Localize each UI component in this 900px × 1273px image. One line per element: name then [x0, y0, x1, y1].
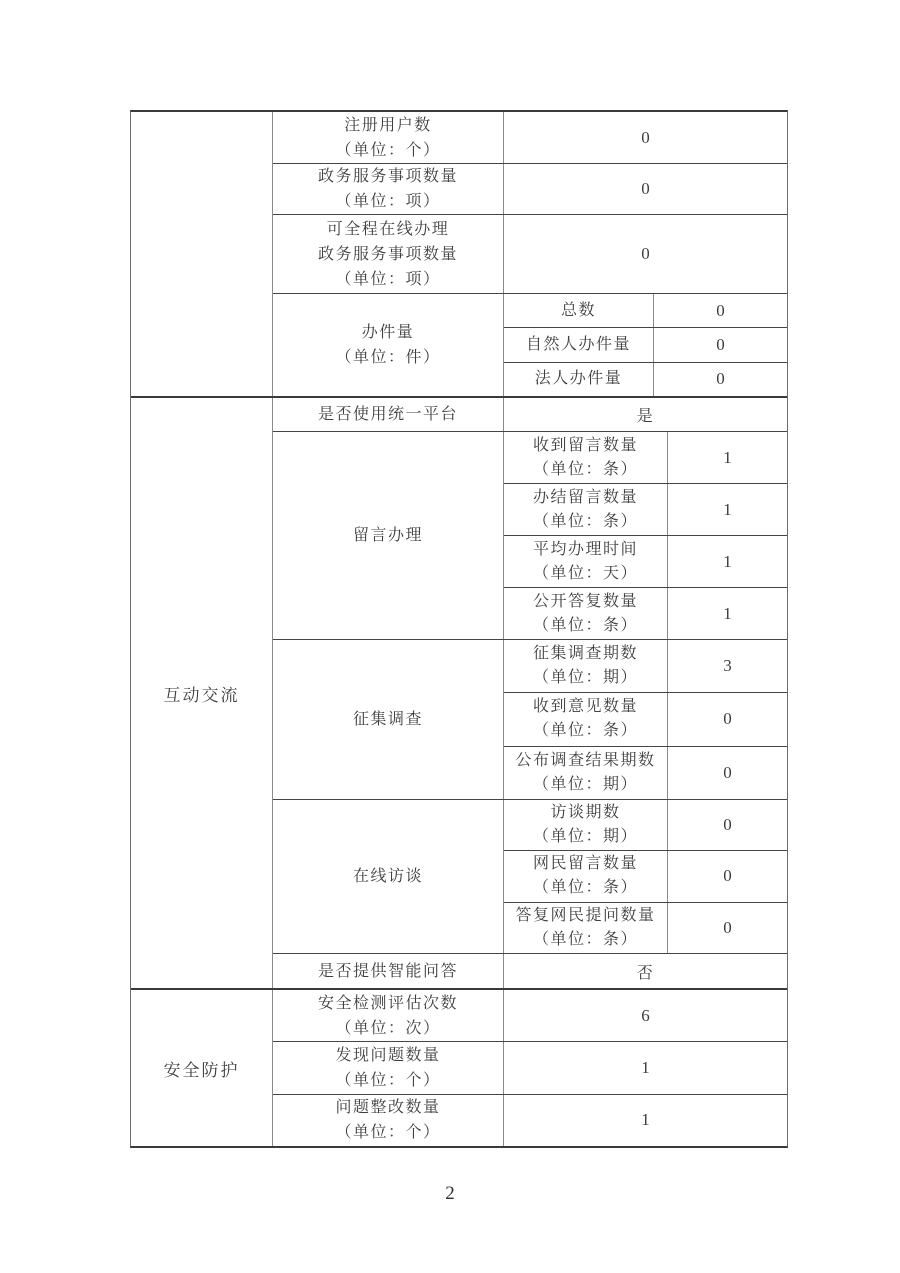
metric-label: 发现问题数量 [335, 1046, 441, 1064]
report-table [130, 110, 788, 1148]
table-subrow [504, 328, 787, 362]
sub-metric-value: 0 [716, 334, 725, 354]
group-subrows [504, 294, 787, 396]
sub-metric-unit: （单位：条） [532, 616, 638, 634]
sub-metric-label-cell [504, 640, 668, 692]
table-row [273, 1095, 787, 1146]
group-label: 在线访谈 [352, 868, 423, 885]
sub-metric-label: 收到留言数量 [532, 436, 638, 454]
table-row [273, 112, 787, 164]
sub-metric-value: 1 [723, 551, 732, 571]
sub-metric-label-cell [504, 693, 668, 745]
sub-metric-label-cell [504, 800, 668, 850]
category-label: 安全防护 [163, 1060, 240, 1080]
group-unit: （单位：件） [335, 349, 441, 366]
sub-metric-label-cell [504, 851, 668, 901]
metric-value-cell [504, 112, 787, 163]
table-subrow [504, 363, 787, 396]
table-subrow [504, 640, 787, 693]
metric-value-cell [504, 1095, 787, 1146]
sub-metric-unit: （单位：条） [532, 512, 638, 530]
section-security [131, 990, 787, 1146]
group-label: 征集调查 [352, 711, 423, 728]
sub-metric-value: 0 [723, 709, 732, 729]
group-subrows [504, 800, 787, 953]
sub-metric-label: 答复网民提问数量 [515, 906, 656, 924]
table-row [273, 1042, 787, 1094]
metric-value: 6 [641, 1005, 650, 1025]
group-label-cell [273, 640, 504, 799]
sub-metric-value: 1 [723, 603, 732, 623]
group-label-cell [273, 294, 504, 396]
group-label-cell [273, 800, 504, 953]
sub-metric-unit: （单位：天） [532, 564, 638, 582]
sub-metric-label: 法人办件量 [504, 363, 654, 396]
metric-label: 是否使用统一平台 [317, 406, 458, 423]
sub-metric-label-cell [504, 484, 668, 535]
table-subrow [504, 536, 787, 588]
metric-label-cell [273, 215, 504, 293]
metric-label-cell [273, 112, 504, 163]
table-subrow [504, 903, 787, 953]
metric-label: 是否提供智能问答 [317, 962, 458, 980]
table-subrow [504, 693, 787, 746]
table-subrow [504, 484, 787, 536]
platform-row [273, 398, 787, 432]
sub-metric-label: 总数 [504, 294, 654, 327]
section-interaction [131, 398, 787, 990]
group-label-cell [273, 432, 504, 639]
metric-unit: （单位：个） [335, 1071, 441, 1089]
category-cell-security [131, 990, 273, 1146]
group-row-liuyanbanli [273, 432, 787, 640]
smartqa-row [273, 954, 787, 988]
metric-label-cell [273, 1095, 504, 1146]
page-number: 2 [445, 1183, 455, 1204]
sub-metric-label: 平均办理时间 [532, 540, 638, 558]
table-subrow [504, 851, 787, 902]
sub-metric-label-cell [504, 536, 668, 587]
group-row-zhengjidiaocha [273, 640, 787, 800]
metric-value-cell [504, 954, 787, 988]
sub-metric-label: 征集调查期数 [532, 645, 638, 663]
sub-metric-value: 1 [723, 447, 732, 467]
metric-label: 可全程在线办理 [326, 220, 450, 238]
metric-label-cell [273, 954, 504, 988]
metric-label-line2: 政务服务事项数量 [317, 245, 458, 263]
table-row [273, 164, 787, 215]
sub-metric-value: 3 [723, 656, 732, 676]
group-row-banjianliang [273, 294, 787, 396]
table-subrow [504, 800, 787, 851]
table-row [273, 215, 787, 294]
metric-label-cell [273, 164, 504, 214]
metric-value-cell [504, 215, 787, 293]
sub-metric-value: 0 [723, 917, 732, 937]
metric-label-cell [273, 1042, 504, 1093]
section-services-content [273, 112, 787, 396]
metric-value: 是 [636, 408, 655, 425]
section-interaction-content [273, 398, 787, 988]
metric-value-cell [504, 1042, 787, 1093]
sub-metric-label: 自然人办件量 [504, 328, 654, 361]
sub-metric-unit: （单位：条） [532, 460, 638, 478]
sub-metric-label: 公布调查结果期数 [515, 751, 656, 769]
metric-unit: （单位：次） [335, 1019, 441, 1037]
sub-metric-unit: （单位：期） [532, 775, 638, 793]
table-subrow [504, 747, 787, 799]
sub-metric-value: 0 [716, 300, 725, 320]
sub-metric-unit: （单位：条） [532, 930, 638, 948]
metric-value: 0 [641, 179, 650, 198]
sub-metric-label-cell [504, 588, 668, 639]
sub-metric-label: 网民留言数量 [532, 855, 638, 873]
sub-metric-value: 1 [723, 499, 732, 519]
metric-label: 问题整改数量 [335, 1099, 441, 1117]
metric-value: 0 [641, 244, 650, 263]
sub-metric-value: 0 [723, 762, 732, 782]
metric-unit: （单位：个） [335, 1124, 441, 1142]
group-subrows [504, 432, 787, 639]
metric-unit: （单位：个） [335, 141, 441, 159]
sub-metric-label-cell [504, 747, 668, 799]
category-label: 互动交流 [163, 685, 240, 705]
sub-metric-value: 0 [723, 815, 732, 835]
sub-metric-label: 访谈期数 [550, 804, 621, 822]
sub-metric-unit: （单位：期） [532, 669, 638, 687]
metric-label: 注册用户数 [344, 116, 432, 134]
metric-label-cell [273, 990, 504, 1041]
group-label: 办件量 [361, 324, 415, 341]
group-row-zaixianfangtan [273, 800, 787, 954]
sub-metric-label-cell [504, 432, 668, 483]
sub-metric-label: 收到意见数量 [532, 698, 638, 716]
metric-value: 1 [641, 1057, 650, 1077]
sub-metric-label: 办结留言数量 [532, 488, 638, 506]
metric-label: 安全检测评估次数 [317, 994, 458, 1012]
sub-metric-value: 0 [716, 369, 725, 389]
metric-value: 0 [641, 127, 650, 147]
group-label: 留言办理 [352, 527, 423, 544]
category-cell-empty [131, 112, 273, 396]
metric-label: 政务服务事项数量 [317, 168, 458, 185]
sub-metric-label-cell [504, 903, 668, 953]
sub-metric-value: 0 [723, 866, 732, 886]
metric-value-cell [504, 164, 787, 214]
table-subrow [504, 432, 787, 484]
metric-label-cell [273, 398, 504, 431]
sub-metric-unit: （单位：期） [532, 828, 638, 846]
category-cell-interaction [131, 398, 273, 988]
sub-metric-unit: （单位：条） [532, 722, 638, 740]
metric-unit: （单位：项） [335, 270, 441, 288]
table-subrow [504, 294, 787, 328]
metric-value: 1 [641, 1110, 650, 1130]
sub-metric-unit: （单位：条） [532, 879, 638, 897]
metric-unit: （单位：项） [335, 193, 441, 210]
table-subrow [504, 588, 787, 639]
section-security-content [273, 990, 787, 1146]
metric-value: 否 [636, 964, 655, 982]
metric-value-cell [504, 398, 787, 431]
metric-value-cell [504, 990, 787, 1041]
sub-metric-label: 公开答复数量 [532, 592, 638, 610]
group-subrows [504, 640, 787, 799]
section-services [131, 112, 787, 398]
table-row [273, 990, 787, 1042]
